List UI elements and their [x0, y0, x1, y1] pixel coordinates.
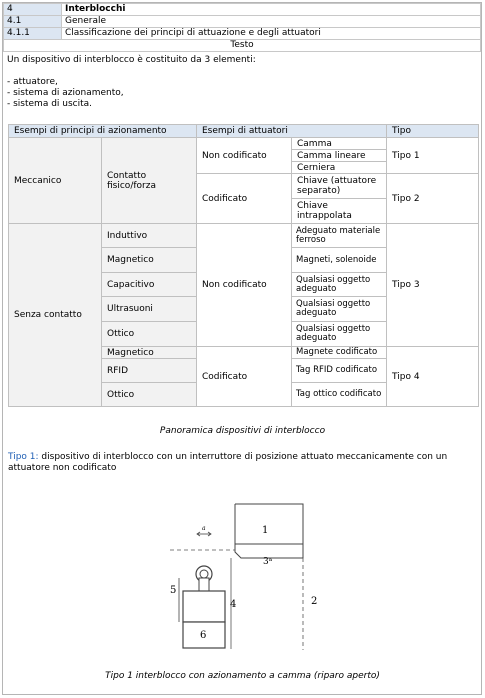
section-title: Generale	[62, 16, 481, 28]
drawing-label-1: 1	[262, 525, 269, 536]
column-header-principi: Esempi di principi di azionamento	[9, 125, 197, 138]
cell-chiave-intrappolata: Chiave intrappolata	[292, 199, 387, 224]
guard-outline	[235, 504, 303, 544]
cell-tag-ottico: Tag ottico codificato	[292, 383, 387, 407]
cell-codificato: Codificato	[197, 347, 292, 407]
drawing-label-3a: 3ᵃ	[263, 557, 273, 567]
cell-tag-rfid: Tag RFID codificato	[292, 359, 387, 383]
drawing-label-5: 5	[170, 585, 177, 596]
intro-item: - attuatore,	[7, 77, 58, 87]
section-number: 4	[4, 4, 62, 16]
section-row-4-1-1	[4, 28, 481, 40]
cell-magnete-codificato: Magnete codificato	[292, 347, 387, 359]
cell-contatto: Contatto fisico/forza	[102, 138, 197, 224]
table-caption: Panoramica dispositivi di interblocco	[159, 426, 326, 436]
cell-tipo-4: Tipo 4	[387, 347, 479, 407]
figure-caption: Tipo 1 interblocco con azionamento a camma (riparo aperto)	[105, 671, 380, 681]
drawing-label-6: 6	[200, 630, 207, 641]
cell-magneti-solenoide: Magneti, solenoide	[292, 248, 387, 273]
tipo-1-paragraph	[8, 452, 478, 474]
section-row-4-1	[4, 16, 481, 28]
table-row	[9, 224, 479, 248]
cell-tipo-1: Tipo 1	[387, 138, 479, 174]
cell-non-codificato: Non codificato	[197, 224, 292, 347]
cell-qualsiasi: Qualsiasi oggetto adeguato	[292, 322, 387, 347]
cell-senza-contatto: Senza contatto	[9, 224, 102, 407]
section-title: Classificazione dei principi di attuazione e degli attuatori	[62, 28, 481, 40]
cell-camma: Camma	[292, 138, 387, 150]
drawing-label-a: a	[202, 525, 206, 532]
cell-rfid: RFID	[102, 359, 197, 383]
cell-qualsiasi: Qualsiasi oggetto adeguato	[292, 297, 387, 322]
interlock-examples-table	[8, 124, 479, 407]
cell-adeguato-ferroso: Adeguato materiale ferroso	[292, 224, 387, 248]
cell-meccanico: Meccanico	[9, 138, 102, 224]
cam-interlock-drawing	[165, 494, 325, 656]
cell-ottico: Ottico	[102, 322, 197, 347]
section-number: 4.1	[4, 16, 62, 28]
intro-item: - sistema di uscita.	[7, 99, 93, 109]
roller-inner	[200, 570, 208, 578]
table-row	[9, 138, 479, 150]
drawing-label-4: 4	[230, 599, 237, 610]
cell-magnetico: Magnetico	[102, 248, 197, 273]
section-row-4	[4, 4, 481, 16]
cell-tipo-2: Tipo 2	[387, 174, 479, 224]
cell-ultrasuoni: Ultrasuoni	[102, 297, 197, 322]
cell-camma-lineare: Camma lineare	[292, 150, 387, 162]
intro-sentence: Un dispositivo di interblocco è costituito da 3 elementi:	[7, 55, 256, 65]
tipo-1-text: dispositivo di interblocco con un interruttore di posizione attuato meccanicamente con un attuatore non codificato	[8, 452, 448, 473]
cell-tipo-3: Tipo 3	[387, 224, 479, 347]
cell-cerniera: Cerniera	[292, 162, 387, 174]
cell-capacitivo: Capacitivo	[102, 273, 197, 297]
section-title: Interblocchi	[62, 4, 481, 16]
intro-item: - sistema di azionamento,	[7, 88, 124, 98]
cell-chiave-separato: Chiave (attuatore separato)	[292, 174, 387, 199]
cam-shape	[235, 544, 303, 558]
cell-non-codificato: Non codificato	[197, 138, 292, 174]
cell-magnetico: Magnetico	[102, 347, 197, 359]
tipo-1-label: Tipo 1:	[8, 452, 39, 462]
section-number: 4.1.1	[4, 28, 62, 40]
section-header-table	[3, 3, 481, 52]
cell-qualsiasi: Qualsiasi oggetto adeguato	[292, 273, 387, 297]
drawing-label-2: 2	[311, 596, 318, 607]
cell-codificato: Codificato	[197, 174, 292, 224]
intro-text	[7, 55, 256, 110]
table-header-row	[9, 125, 479, 138]
plunger	[199, 578, 209, 591]
switch-body	[183, 591, 225, 622]
testo-row	[4, 40, 481, 52]
column-header-attuatori: Esempi di attuatori	[197, 125, 387, 138]
cell-ottico: Ottico	[102, 383, 197, 407]
cell-induttivo: Induttivo	[102, 224, 197, 248]
column-header-tipo: Tipo	[387, 125, 479, 138]
testo-label: Testo	[4, 40, 481, 52]
